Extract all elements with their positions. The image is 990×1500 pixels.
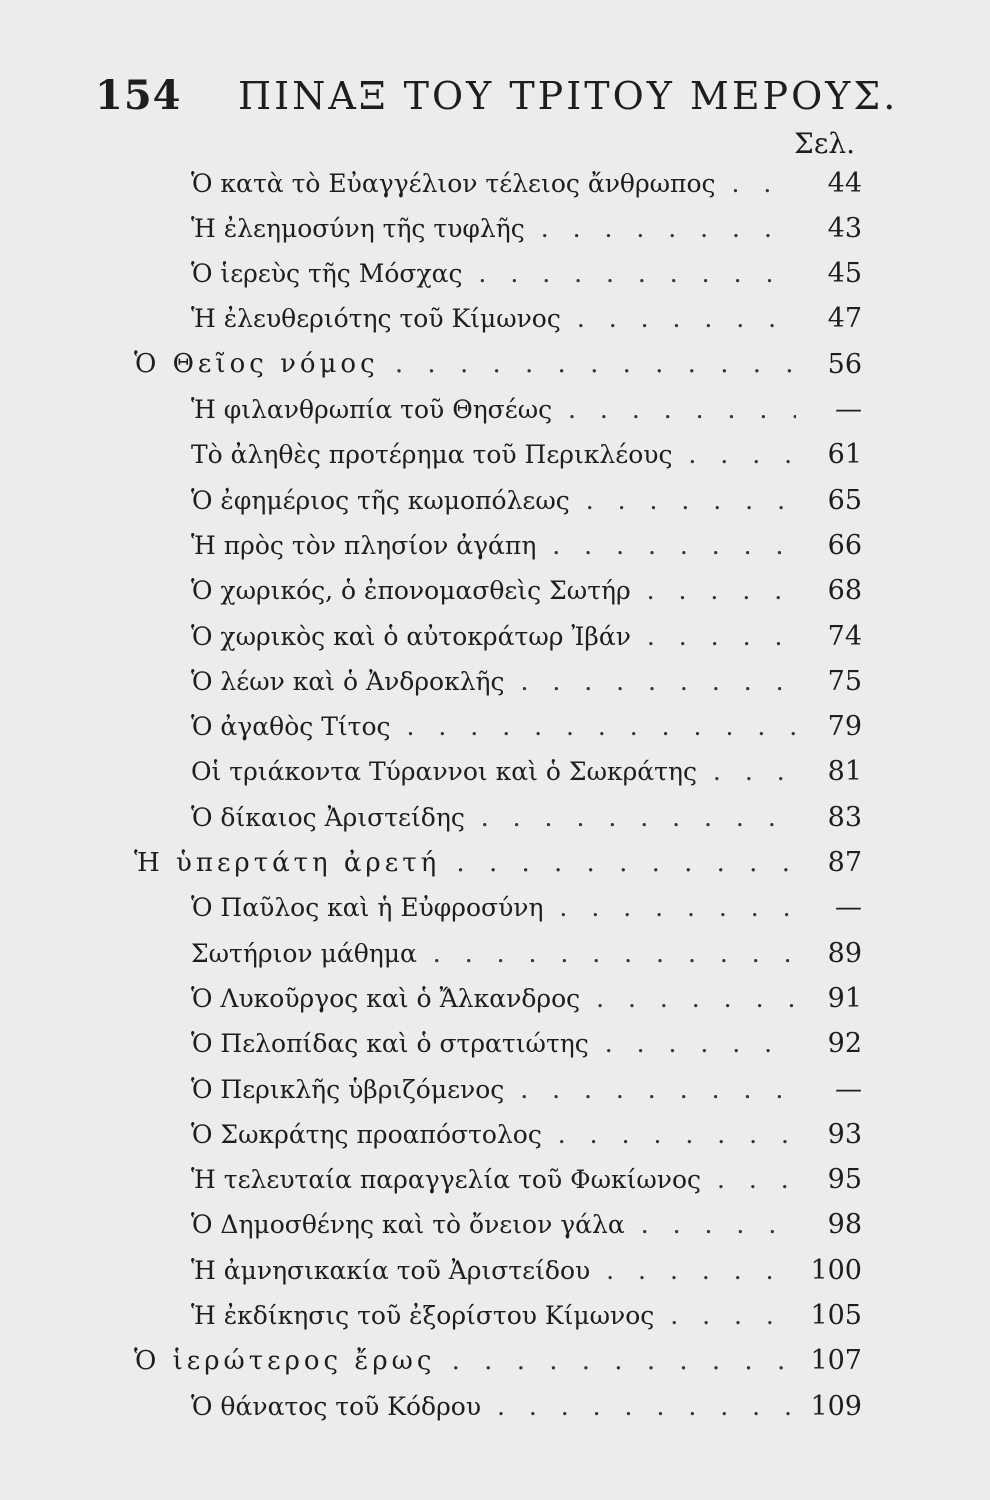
toc-entry-page: 45 xyxy=(827,258,862,290)
toc-entry-title: Ὁ ἐφημέριος τῆς κωμοπόλεως . . . xyxy=(191,486,796,515)
toc-entry-title: Ἡ πρὸς τὸν πλησίον ἀγάπη . . . xyxy=(191,531,796,560)
toc-entry xyxy=(0,477,990,523)
toc-entry-title: Ὁ λέων καὶ ὁ Ἀνδροκλῆς . . . xyxy=(191,667,796,696)
toc-entry xyxy=(0,930,990,976)
toc-section-heading xyxy=(0,1338,990,1384)
toc-entry-title: Ὁ Πελοπίδας καὶ ὁ στρατιώτης . . . xyxy=(191,1029,796,1058)
toc-entry xyxy=(0,1066,990,1112)
toc-entry-title: Ὁ Σωκράτης προαπόστολος . . . xyxy=(191,1120,796,1149)
toc-entry-page: 100 xyxy=(810,1254,862,1286)
toc-entry xyxy=(0,704,990,750)
toc-entry-page: — xyxy=(835,394,862,425)
toc-entry-page: 66 xyxy=(827,529,862,561)
toc-entry xyxy=(0,1383,990,1429)
toc-entry xyxy=(0,432,990,478)
toc-entry-title: Ὁ Περικλῆς ὑβριζόμενος . . . xyxy=(191,1075,796,1104)
toc-entry xyxy=(0,296,990,342)
toc-entry-page: 68 xyxy=(827,575,862,607)
toc-entry-page: 47 xyxy=(827,303,862,335)
toc-entry xyxy=(0,522,990,568)
toc-entry-page: 65 xyxy=(827,484,862,516)
toc-entry xyxy=(0,749,990,795)
toc-section-heading xyxy=(0,341,990,387)
toc-entry-title: Ἡ ἐλευθεριότης τοῦ Κίμωνος . . . xyxy=(191,304,796,333)
toc-entry-title: Ἡ ἐλεημοσύνη τῆς τυφλῆς . . . xyxy=(191,214,796,243)
toc-entry-page: 93 xyxy=(827,1118,862,1150)
toc-entry xyxy=(0,1202,990,1248)
toc-entry xyxy=(0,885,990,931)
toc-entry-title: Ὁ θάνατος τοῦ Κόδρου . . . xyxy=(191,1392,796,1421)
toc-section-heading xyxy=(0,840,990,886)
toc-entry xyxy=(0,658,990,704)
toc-entry-title: Ὁ Θεῖος νόμος . . . xyxy=(134,349,796,379)
toc-entry-title: Οἱ τριάκοντα Τύραννοι καὶ ὁ Σωκράτης . . . xyxy=(191,757,796,786)
toc-entry-title: Ὁ χωρικός, ὁ ἐπονομασθεὶς Σωτήρ . . . xyxy=(191,576,796,605)
toc-entry-page: 89 xyxy=(827,937,862,969)
toc-entry-title: Ἡ ἀμνησικακία τοῦ Ἀριστείδου . . . xyxy=(191,1256,796,1285)
toc-entry xyxy=(0,975,990,1021)
toc-entry-title: Ὁ Λυκοῦργος καὶ ὁ Ἄλκανδρος . . . xyxy=(191,984,796,1013)
toc-entry-title: Σωτήριον μάθημα . . . xyxy=(191,939,796,968)
toc-entry-title: Ἡ τελευταία παραγγελία τοῦ Φωκίωνος . . . xyxy=(191,1165,796,1194)
toc-entry-page: 109 xyxy=(810,1390,862,1422)
toc-entry xyxy=(0,794,990,840)
toc-entry-page: 107 xyxy=(810,1345,862,1377)
page-title: ΠΙΝΑΞ ΤΟΥ ΤΡΙΤΟΥ ΜΕΡΟΥΣ. xyxy=(238,74,899,118)
toc-entry xyxy=(0,613,990,659)
toc-entry xyxy=(0,251,990,297)
toc-entry xyxy=(0,387,990,433)
toc-entry xyxy=(0,160,990,206)
toc-entry-title: Ὁ κατὰ τὸ Εὐαγγέλιον τέλειος ἄνθρωπος . . . xyxy=(191,169,796,198)
toc-entry-title: Ὁ Δημοσθένης καὶ τὸ ὄνειον γάλα . . . xyxy=(191,1210,796,1239)
toc-entry xyxy=(0,568,990,614)
toc-entry-title: Ἡ ὑπερτάτη ἀρετή . . . xyxy=(134,848,796,878)
toc-entry-page: 79 xyxy=(827,711,862,743)
toc-entry-page: 44 xyxy=(827,167,862,199)
toc-entry-title: Ὁ ἱερεὺς τῆς Μόσχας . . . xyxy=(191,259,796,288)
toc-entry-page: — xyxy=(835,892,862,924)
toc-entry-page: 74 xyxy=(827,620,862,652)
toc-entry xyxy=(0,205,990,251)
toc-entry-page: 105 xyxy=(810,1300,862,1331)
toc-entry-page: 92 xyxy=(827,1028,862,1060)
toc-entry-page: 87 xyxy=(827,847,862,878)
toc-entry xyxy=(0,1021,990,1067)
toc-entry xyxy=(0,1111,990,1157)
toc-entry-title: Ὁ Παῦλος καὶ ἡ Εὐφροσύνη . . . xyxy=(191,893,796,922)
toc-entry-page: 83 xyxy=(827,801,862,833)
toc-entry-page: 56 xyxy=(827,348,862,380)
toc-entry-title: Ὁ χωρικὸς καὶ ὁ αὐτοκράτωρ Ἰβάν . . . xyxy=(191,622,796,651)
toc-entry-page: 91 xyxy=(827,982,862,1014)
toc-entry-page: 95 xyxy=(827,1164,862,1196)
page-column-label: Σελ. xyxy=(794,127,855,160)
toc-entry-title: Ὁ ἀγαθὸς Τίτος . . . xyxy=(191,712,796,741)
toc-entry-title: Ἡ φιλανθρωπία τοῦ Θησέως . . . xyxy=(191,395,796,424)
toc-entry-title: Ἡ ἐκδίκησις τοῦ ἐξορίστου Κίμωνος . . . xyxy=(191,1301,796,1330)
toc-entry-page: 98 xyxy=(827,1209,862,1241)
toc-entry-title: Τὸ ἀληθὲς προτέρημα τοῦ Περικλέους . . . xyxy=(191,440,796,469)
toc-entry-page: 43 xyxy=(827,212,862,244)
toc-entry-title: Ὁ ἱερώτερος ἔρως . . . xyxy=(134,1346,796,1376)
toc-entry xyxy=(0,1247,990,1293)
toc-entry-title: Ὁ δίκαιος Ἀριστείδης . . . xyxy=(191,803,796,832)
page-number: 154 xyxy=(95,72,182,119)
toc-entry xyxy=(0,1157,990,1203)
toc-entry-page: 81 xyxy=(827,756,862,788)
toc-entry-page: 61 xyxy=(827,439,862,471)
toc-entry-page: — xyxy=(835,1073,862,1105)
toc-entry-page: 75 xyxy=(827,665,862,697)
toc-entry xyxy=(0,1293,990,1339)
